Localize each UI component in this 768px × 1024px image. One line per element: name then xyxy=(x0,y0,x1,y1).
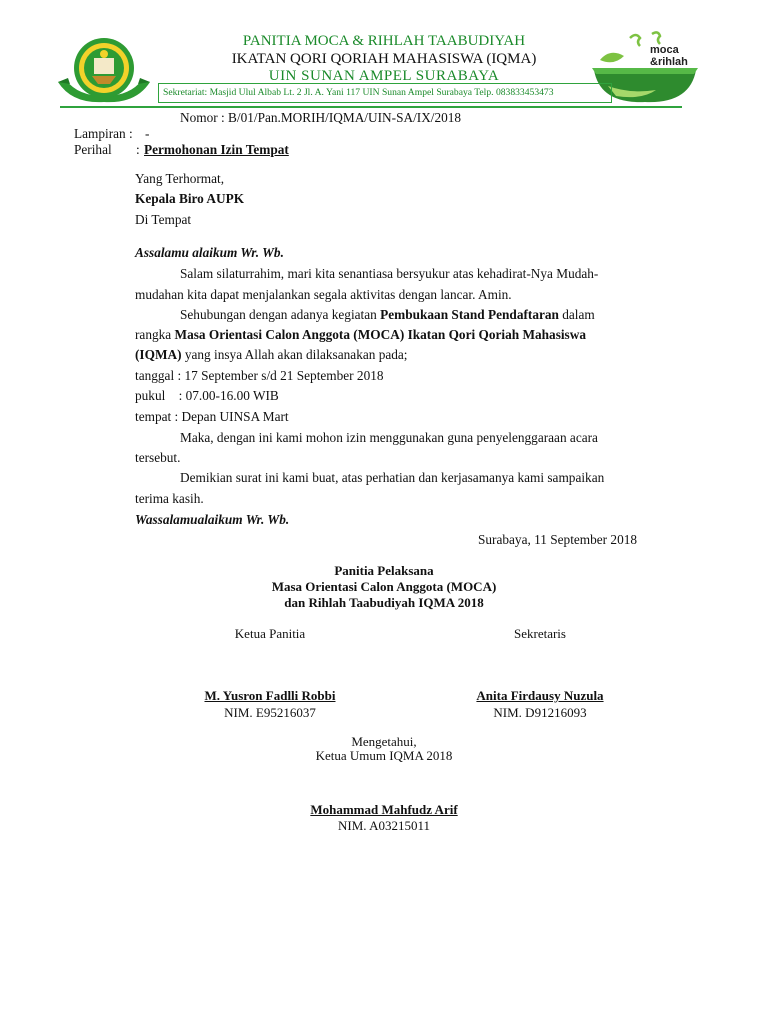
paragraph-3-line-1: Maka, dengan ini kami mohon izin menggunakan guna penyelenggaraan acara xyxy=(180,430,598,445)
chair-name: Mohammad Mahfudz Arif xyxy=(310,802,458,817)
right-logo-text1: moca xyxy=(650,44,679,56)
chair-nim: NIM. A03215011 xyxy=(338,818,430,833)
perihal-label: Perihal xyxy=(74,142,112,157)
event-time: pukul : 07.00-16.00 WIB xyxy=(135,388,279,403)
committee-line-2: Masa Orientasi Calon Anggota (MOCA) xyxy=(271,579,497,594)
p2-text-b: dalam xyxy=(558,307,595,322)
header-line3: UIN SUNAN AMPEL SURABAYA xyxy=(268,68,500,84)
left-signer-nim: NIM. E95216037 xyxy=(224,705,316,720)
left-signer-name: M. Yusron Fadlli Robbi xyxy=(204,688,336,703)
paragraph-2-line-2 xyxy=(135,327,586,343)
paragraph-2-line-1 xyxy=(180,307,595,323)
p2-text-d: yang insya Allah akan dilaksanakan pada; xyxy=(181,347,408,362)
acknowledged-label: Mengetahui, xyxy=(351,734,417,749)
p2-bold-1: Pembukaan Stand Pendaftaran xyxy=(380,307,559,322)
greeting: Yang Terhormat, xyxy=(135,171,225,186)
acknowledged-role: Ketua Umum IQMA 2018 xyxy=(315,748,453,763)
perihal-value: Permohonan Izin Tempat xyxy=(144,142,289,157)
paragraph-4-line-1: Demikian surat ini kami buat, atas perhatian dan kerjasamanya kami sampaikan xyxy=(180,470,605,485)
header-line2: IKATAN QORI QORIAH MAHASISWA (IQMA) xyxy=(231,51,537,67)
paragraph-2-line-3 xyxy=(135,347,408,363)
p2-text-a: Sehubungan dengan adanya kegiatan xyxy=(180,307,381,322)
paragraph-3-line-2: tersebut. xyxy=(135,450,181,465)
perihal-colon: : xyxy=(136,142,140,157)
event-place: tempat : Depan UINSA Mart xyxy=(135,409,289,424)
lampiran-value: - xyxy=(145,126,150,141)
left-role: Ketua Panitia xyxy=(234,626,306,641)
right-signer-nim: NIM. D91216093 xyxy=(493,705,587,720)
recipient: Kepala Biro AUPK xyxy=(135,191,245,206)
event-date: tanggal : 17 September s/d 21 September 2018 xyxy=(135,368,384,383)
right-role: Sekretaris xyxy=(514,626,566,641)
right-signer-name: Anita Firdausy Nuzula xyxy=(476,688,604,703)
committee-line-1: Panitia Pelaksana xyxy=(334,563,434,578)
secretariat-box: Sekretariat: Masjid Ulul Albab Lt. 2 Jl. A. Yani 117 UIN Sunan Ampel Surabaya Telp. 083833453473 xyxy=(158,83,612,103)
salam-closing: Wassalamualaikum Wr. Wb. xyxy=(135,512,290,527)
letter-number: Nomor : B/01/Pan.MORIH/IQMA/UIN-SA/IX/2018 xyxy=(180,110,462,125)
letter-date: Surabaya, 11 September 2018 xyxy=(478,532,638,547)
paragraph-1-line-2: mudahan kita dapat menjalankan segala aktivitas dengan lancar. Amin. xyxy=(135,287,512,302)
p2-bold-2: Masa Orientasi Calon Anggota (MOCA) Ikatan Qori Qoriah Mahasiswa xyxy=(174,327,586,342)
paragraph-4-line-2: terima kasih. xyxy=(135,491,204,506)
p2-bold-3: (IQMA) xyxy=(135,347,182,362)
committee-line-3: dan Rihlah Taabudiyah IQMA 2018 xyxy=(284,595,484,610)
right-logo-text2: &rihlah xyxy=(650,56,688,68)
lampiran-label: Lampiran : xyxy=(74,126,133,141)
header-rule xyxy=(60,106,682,108)
p2-text-c: rangka xyxy=(135,327,175,342)
salam-opening: Assalamu alaikum Wr. Wb. xyxy=(135,245,284,260)
recipient-place: Di Tempat xyxy=(135,212,192,227)
paragraph-1-line-1: Salam silaturrahim, mari kita senantiasa bersyukur atas kehadirat-Nya Mudah- xyxy=(180,266,599,281)
header-line1: PANITIA MOCA & RIHLAH TAABUDIYAH xyxy=(242,33,526,49)
